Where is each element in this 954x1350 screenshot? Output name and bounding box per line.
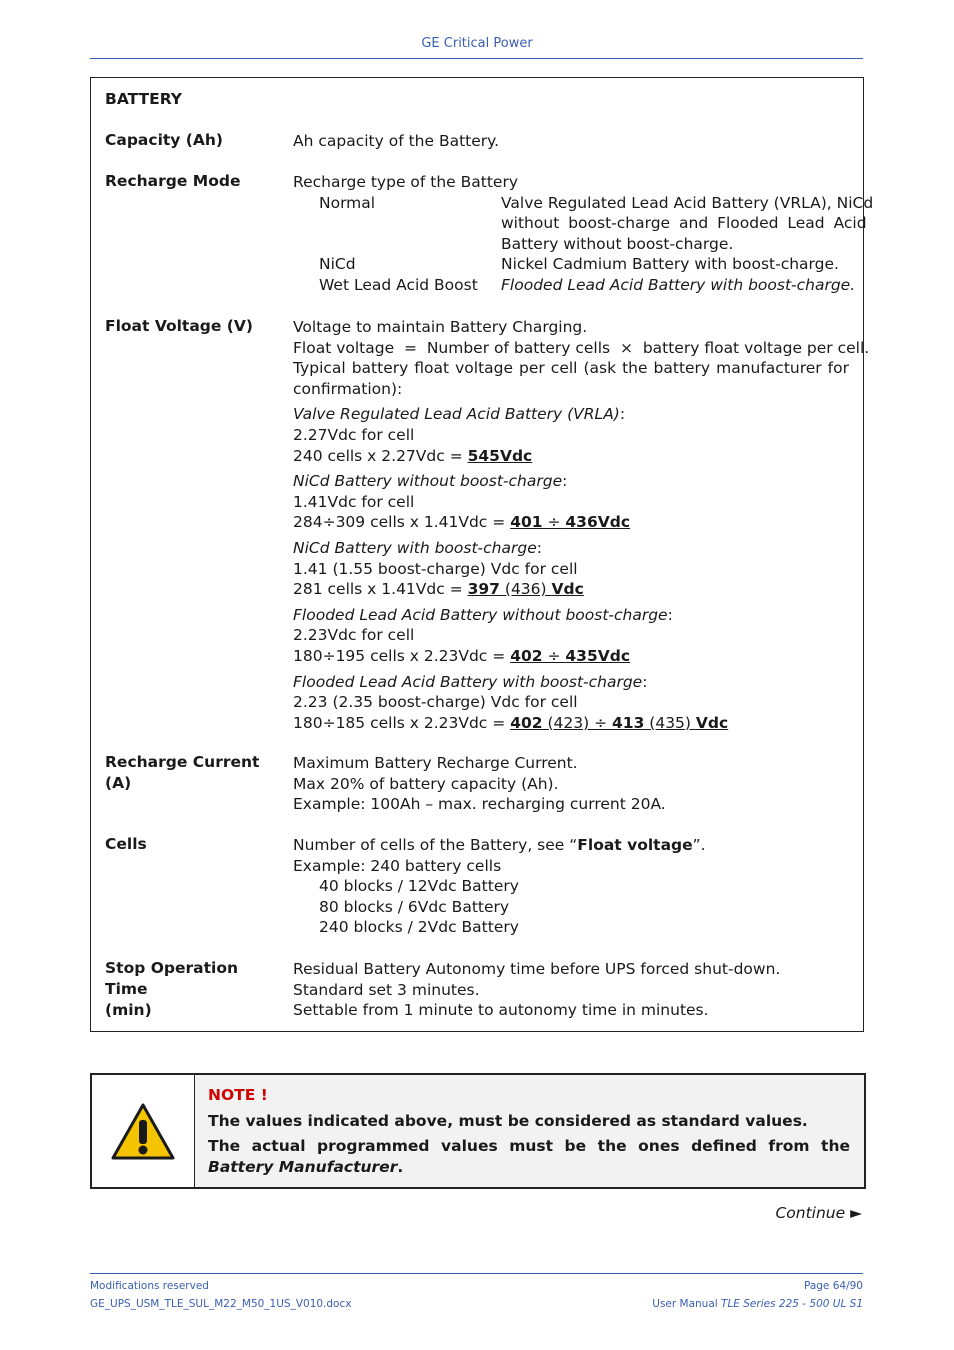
- stop-time-label: Stop Operation Time (min): [105, 959, 239, 1019]
- example-result: 402 ÷ 435Vdc: [510, 646, 631, 665]
- mode-desc: Battery without boost-charge.: [501, 234, 734, 253]
- stop-time-desc: [293, 959, 849, 1021]
- recharge-current-desc: [293, 753, 849, 815]
- stop-time-line: Standard set 3 minutes.: [293, 980, 480, 999]
- cells-desc: [293, 835, 849, 938]
- recharge-mode-desc: [293, 172, 874, 296]
- example-result: 402 (423) ÷ 413 (435) Vdc: [510, 713, 729, 732]
- example-title: Valve Regulated Lead Acid Battery (VRLA): [293, 405, 620, 424]
- header-title: Critical Power: [443, 36, 533, 51]
- recharge-mode-label: Recharge Mode: [105, 172, 241, 190]
- example-result: 401 ÷ 436Vdc: [510, 513, 631, 532]
- footer-page: Page 64/90: [803, 1280, 863, 1292]
- page-header: [0, 36, 954, 51]
- float-voltage-label: Float Voltage (V): [105, 317, 253, 335]
- cells-option: 40 blocks / 12Vdc Battery: [319, 877, 519, 896]
- mode-desc: Nickel Cadmium Battery with boost-charge.: [501, 255, 839, 274]
- mode-name: NiCd: [319, 255, 356, 274]
- cells-line1: Number of cells of the Battery, see “Float voltage”.: [293, 836, 706, 854]
- recharge-current-label: Recharge Current (A): [105, 753, 260, 792]
- example-title: Flooded Lead Acid Battery without boost-charge: [293, 605, 668, 624]
- cells-option: 80 blocks / 6Vdc Battery: [319, 897, 510, 916]
- example-flooded-no-boost: Flooded Lead Acid Battery without boost-charge: 2.23Vdc for cell 180÷195 cells x 2.23Vdc = 402 ÷ 435Vdc: [293, 605, 849, 667]
- header-rule: [90, 58, 863, 59]
- footer-manual: User Manual TLE Series 225 - 500 UL S1: [652, 1298, 863, 1310]
- mode-normal: [293, 193, 874, 214]
- recharge-current-line: Max 20% of battery capacity (Ah).: [293, 774, 559, 793]
- example-title: Flooded Lead Acid Battery with boost-charge: [293, 672, 643, 691]
- capacity-label: Capacity (Ah): [105, 131, 223, 149]
- note-text: [208, 1085, 850, 1178]
- example-calc: 180÷185 cells x 2.23Vdc = 402 (423) ÷ 413 (435) Vdc: [293, 713, 729, 732]
- cells-example: Example: 240 battery cells: [293, 856, 502, 875]
- note-line2: The actual programmed values must be the ones defined from the Battery Manufacturer.: [208, 1137, 850, 1176]
- continue-label: Continue ►: [775, 1204, 862, 1222]
- example-per-cell: 1.41Vdc for cell: [293, 492, 415, 511]
- warning-icon-cell: [92, 1075, 195, 1187]
- example-per-cell: 2.23Vdc for cell: [293, 626, 415, 645]
- recharge-current-line: Maximum Battery Recharge Current.: [293, 754, 578, 772]
- mode-normal-cont: [293, 234, 849, 255]
- mode-desc: Flooded Lead Acid Battery with boost-charge.: [501, 275, 856, 294]
- capacity-desc: [293, 131, 849, 152]
- warning-icon: [110, 1102, 176, 1162]
- mode-wet-lead-acid-boost: [293, 275, 856, 296]
- float-typical: Typical battery float voltage per cell (ask the battery manufacturer for confirmation):: [293, 359, 849, 398]
- mode-normal-cont: [293, 213, 867, 234]
- example-per-cell: 2.23 (2.35 boost-charge) Vdc for cell: [293, 693, 578, 712]
- mode-desc: Valve Regulated Lead Acid Battery (VRLA), NiCd: [501, 193, 874, 212]
- cells-label: Cells: [105, 835, 147, 853]
- capacity-text: Ah capacity of the Battery.: [293, 132, 500, 150]
- brand-logo: GE: [421, 36, 440, 51]
- float-voltage-ref: Float voltage: [577, 836, 693, 854]
- mode-name: Wet Lead Acid Boost: [319, 275, 478, 294]
- footer-rule: [90, 1273, 863, 1274]
- mode-nicd: [293, 254, 849, 275]
- mode-name: Normal: [319, 193, 376, 212]
- example-nicd-no-boost: NiCd Battery without boost-charge: 1.41Vdc for cell 284÷309 cells x 1.41Vdc = 401 ÷ 436Vdc: [293, 471, 849, 533]
- example-per-cell: 2.27Vdc for cell: [293, 425, 415, 444]
- section-heading: BATTERY: [105, 90, 183, 108]
- cells-option: 240 blocks / 2Vdc Battery: [319, 918, 519, 937]
- example-calc: 284÷309 cells x 1.41Vdc = 401 ÷ 436Vdc: [293, 513, 631, 532]
- example-vrla: Valve Regulated Lead Acid Battery (VRLA): 2.27Vdc for cell 240 cells x 2.27Vdc = 545Vdc: [293, 404, 849, 466]
- example-result: 397 (436) Vdc: [467, 580, 584, 599]
- example-calc: 281 cells x 1.41Vdc = 397 (436) Vdc: [293, 580, 584, 599]
- recharge-current-line: Example: 100Ah – max. recharging current 20A.: [293, 795, 666, 814]
- example-calc: 240 cells x 2.27Vdc = 545Vdc: [293, 446, 533, 465]
- footer-modifications: Modifications reserved: [90, 1280, 209, 1292]
- example-title: NiCd Battery without boost-charge: [293, 472, 563, 491]
- stop-time-line: Residual Battery Autonomy time before UPS forced shut-down.: [293, 960, 781, 978]
- float-formula: Float voltage = Number of battery cells × battery float voltage per cell.: [293, 338, 870, 357]
- note-title: NOTE !: [208, 1086, 268, 1104]
- float-voltage-desc: [293, 317, 870, 733]
- note-line1: The values indicated above, must be considered as standard values.: [208, 1112, 808, 1130]
- example-per-cell: 1.41 (1.55 boost-charge) Vdc for cell: [293, 559, 578, 578]
- recharge-mode-intro: Recharge type of the Battery: [293, 173, 519, 191]
- example-calc: 180÷195 cells x 2.23Vdc = 402 ÷ 435Vdc: [293, 646, 631, 665]
- mode-desc: without boost-charge and Flooded Lead Acid: [501, 214, 867, 233]
- stop-time-line: Settable from 1 minute to autonomy time in minutes.: [293, 1001, 709, 1020]
- battery-parameters-table: [90, 77, 874, 1032]
- example-title: NiCd Battery with boost-charge: [293, 538, 537, 557]
- footer-filename: GE_UPS_USM_TLE_SUL_M22_M50_1US_V010.docx: [90, 1298, 352, 1310]
- note-box: [90, 1073, 866, 1189]
- example-nicd-boost: NiCd Battery with boost-charge: 1.41 (1.55 boost-charge) Vdc for cell 281 cells x 1.41Vdc = 397 (436) Vdc: [293, 538, 849, 600]
- example-result: 545Vdc: [467, 446, 533, 465]
- example-flooded-boost: Flooded Lead Acid Battery with boost-charge: 2.23 (2.35 boost-charge) Vdc for cell 180÷185 cells x 2.23Vdc = 402 (423) ÷ 413 (435) Vdc: [293, 672, 849, 734]
- float-line1: Voltage to maintain Battery Charging.: [293, 318, 588, 336]
